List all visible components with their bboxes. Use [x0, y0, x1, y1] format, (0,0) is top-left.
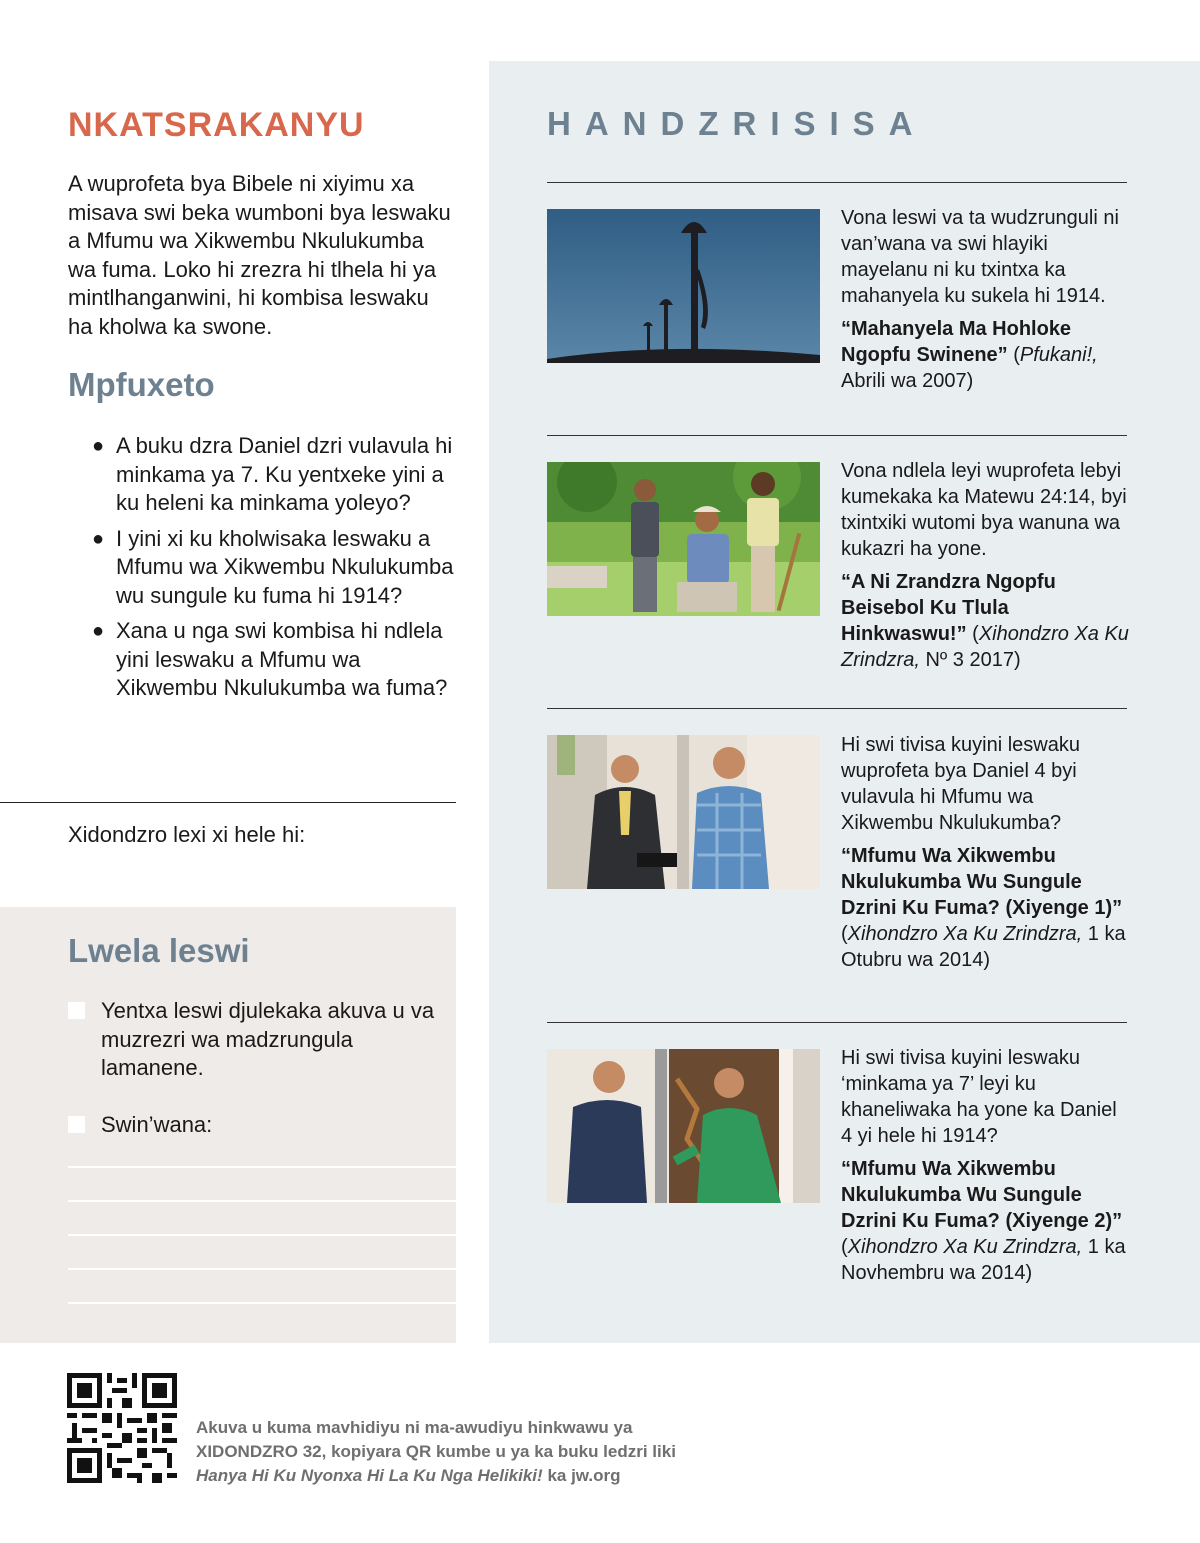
try-this-other-label: Swin’wana: — [101, 1112, 213, 1137]
doorstep-image — [547, 1049, 820, 1203]
article-link[interactable]: “Mfumu Wa Xikwembu Nkulukumba Wu Sungule Dzrini Ku Fuma? (Xiyenge 1)” — [841, 845, 1123, 919]
reference-paren: ( — [972, 623, 979, 645]
publication-name: Xihondzro Xa Ku Zrindzra, — [847, 1236, 1083, 1258]
research-title: HANDZRISISA — [547, 105, 927, 142]
review-question-list — [92, 432, 458, 710]
reference-paren: ( — [841, 1236, 848, 1258]
publication-date: 1 ka Novhembru wa 2014) — [841, 1236, 1126, 1284]
article-link[interactable]: “A Ni Zrandzra Ngopfu Beisebol Ku Tlula Hinkwaswu!” — [841, 571, 1056, 645]
research-divider — [547, 1022, 1127, 1023]
publication-date: 1 ka Otubru wa 2014) — [841, 923, 1126, 971]
family-baseball-park-image — [547, 462, 820, 616]
book-title-link[interactable]: Hanya Hi Ku Nyonxa Hi La Ku Nga Helikiki! — [196, 1466, 543, 1485]
research-item — [841, 1045, 1131, 1286]
try-this-item-other — [68, 1111, 438, 1140]
memorial-helmet-rifle-silhouette-image — [547, 209, 820, 363]
article-link[interactable]: “Mahanyela Ma Hohloke Ngopfu Swinene” — [841, 318, 1072, 366]
reference-paren: ( — [841, 923, 848, 945]
family-image — [547, 462, 820, 616]
section-divider — [0, 802, 456, 803]
research-divider — [547, 708, 1127, 709]
article-link[interactable]: “Mfumu Wa Xikwembu Nkulukumba Wu Sungule Dzrini Ku Fuma? (Xiyenge 2)” — [841, 1158, 1123, 1232]
review-question-text: I yini xi ku kholwisaka leswaku a Mfumu wa Xikwembu Nkulukumba wu sungule ku fuma hi 1914? — [116, 525, 454, 608]
research-item — [841, 732, 1131, 973]
writing-line[interactable] — [68, 1166, 456, 1168]
two-men-at-door-image — [547, 1049, 820, 1203]
qr-code-icon[interactable] — [67, 1373, 177, 1483]
publication-name: Xihondzro Xa Ku Zrindzra, — [847, 923, 1083, 945]
research-question: Hi swi tivisa kuyini leswaku wuprofeta bya Daniel 4 byi vulavula hi Mfumu wa Xikwembu Nkulukumba? — [841, 734, 1080, 834]
checkbox[interactable] — [68, 1116, 85, 1133]
publication-date: Nº 3 2017) — [925, 649, 1021, 671]
review-question — [92, 432, 458, 518]
footer-text-end: ka jw.org — [547, 1466, 621, 1485]
summary-text: A wuprofeta bya Bibele ni xiyimu xa misava swi beka wumboni bya leswaku a Mfumu wa Xikwembu Nkulukumba wa fuma. Loko hi zrezra hi tlhela hi ya mintlhanganwini, hi kombisa leswaku ha kholwa ka swone. — [68, 171, 451, 339]
research-question: Vona ndlela leyi wuprofeta lebyi kumekaka ka Matewu 24:14, byi txintxiki wutomi bya wanuna wa kukazri ha yone. — [841, 460, 1127, 560]
publication-date: Abrili wa 2007) — [841, 370, 974, 392]
try-this-item-text: Yentxa leswi djulekaka akuva u va muzrezri wa madzrungula lamanene. — [101, 998, 435, 1080]
conversation-image — [547, 735, 820, 889]
two-men-talking-bible-image — [547, 735, 820, 889]
review-question-text: Xana u nga swi kombisa hi ndlela yini leswaku a Mfumu wa Xikwembu Nkulukumba wa fuma? — [116, 618, 448, 700]
writing-line[interactable] — [68, 1302, 456, 1304]
research-item — [841, 205, 1131, 394]
lesson-completed-label: Xidondzro lexi xi hele hi: — [68, 822, 306, 847]
footer-note — [196, 1416, 676, 1488]
research-question: Hi swi tivisa kuyini leswaku ‘minkama ya 7’ leyi ku khaneliwaka ha yone ka Daniel 4 yi hele hi 1914? — [841, 1047, 1117, 1147]
bullet-icon: ● — [92, 620, 105, 642]
publication-name: Pfukani!, — [1019, 344, 1098, 366]
bullet-icon: ● — [92, 435, 105, 457]
bullet-icon: ● — [92, 527, 105, 550]
research-item — [841, 458, 1131, 673]
reference-paren: ( — [1013, 344, 1020, 366]
research-question: Vona leswi va ta wudzrunguli ni van’wana va swi hlayiki mayelanu ni ku txintxa ka mahanyela ku sukela hi 1914. — [841, 207, 1119, 307]
try-this-item — [68, 997, 438, 1083]
review-question — [92, 525, 458, 611]
publication-name: Xihondzro Xa Ku Zrindzra, — [841, 623, 1129, 671]
footer-text-start: Akuva u kuma mavhidiyu ni ma-awudiyu hinkwawu ya XIDONDZRO 32, kopiyara QR kumbe u ya ka buku ledzri liki — [196, 1418, 676, 1461]
summary-title: NKATSRAKANYU — [68, 106, 365, 144]
try-this-title: Lwela leswi — [68, 932, 250, 969]
writing-line[interactable] — [68, 1200, 456, 1202]
qr-code-graphic — [67, 1373, 177, 1483]
writing-line[interactable] — [68, 1268, 456, 1270]
writing-line[interactable] — [68, 1234, 456, 1236]
memorial-image — [547, 209, 820, 363]
review-question — [92, 617, 458, 703]
research-divider — [547, 182, 1127, 183]
research-divider — [547, 435, 1127, 436]
review-question-text: A buku dzra Daniel dzri vulavula hi minkama ya 7. Ku yentxeke yini a ku heleni ka minkama yoleyo? — [116, 433, 453, 515]
checkbox[interactable] — [68, 1002, 85, 1019]
review-title: Mpfuxeto — [68, 366, 215, 403]
